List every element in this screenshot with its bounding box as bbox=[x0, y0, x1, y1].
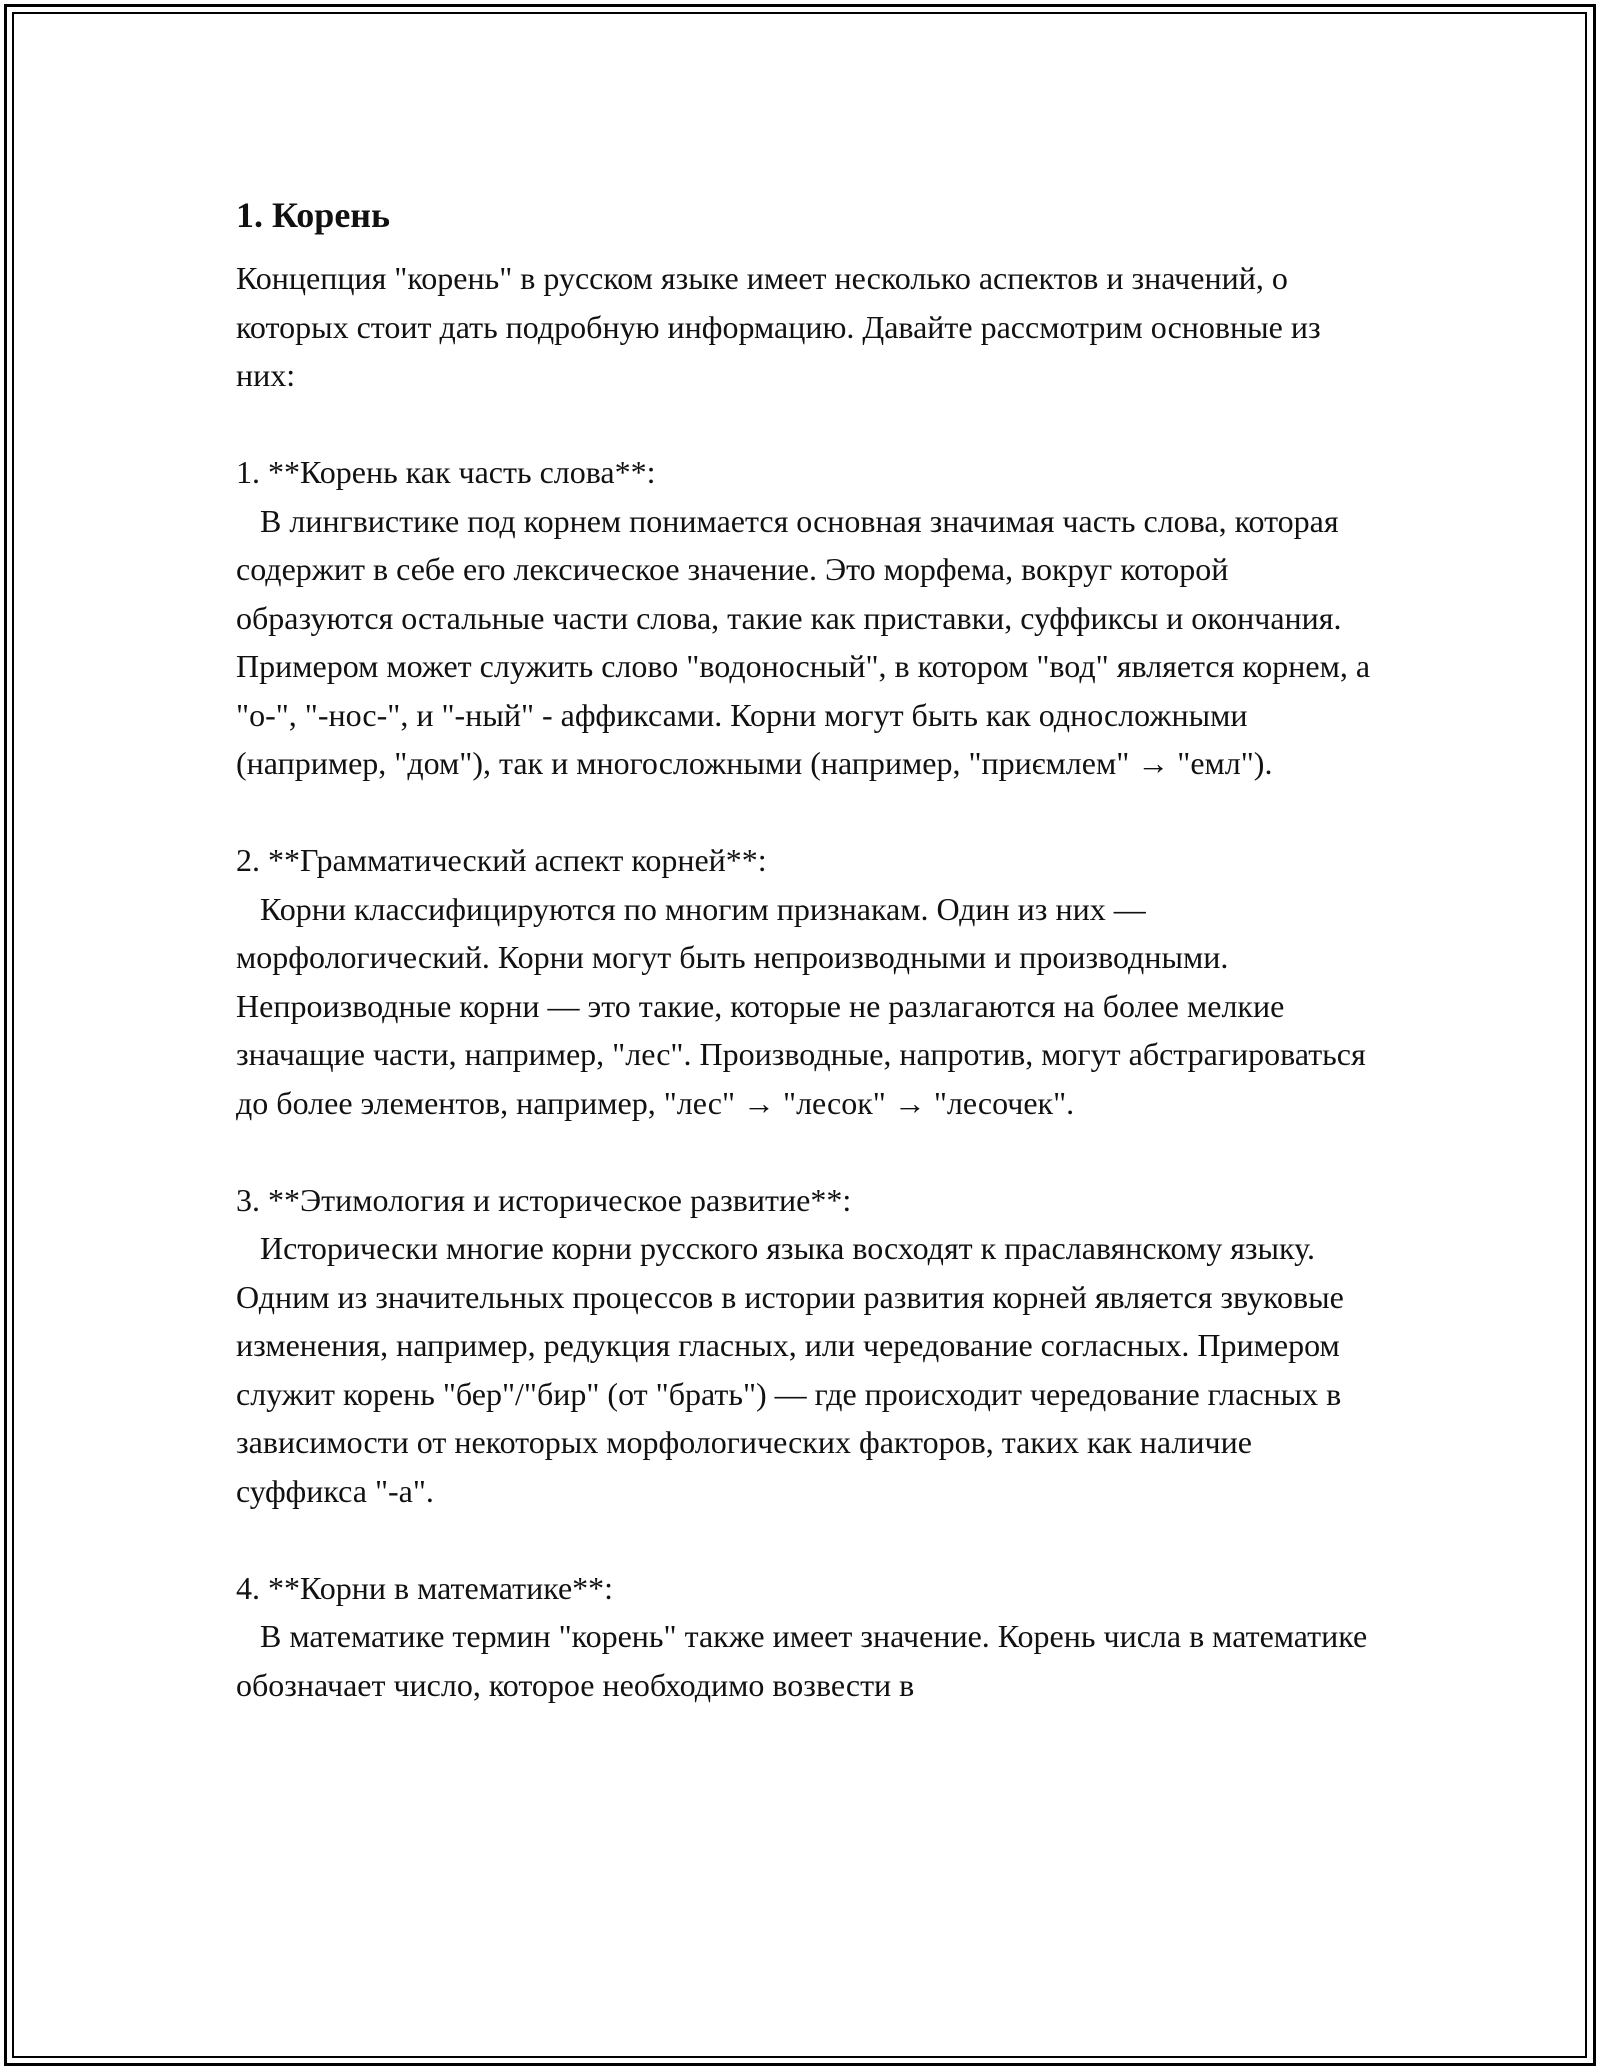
list-item-2-title: 2. **Грамматический аспект корней**: bbox=[236, 842, 767, 878]
list-item-3 bbox=[236, 1176, 1376, 1516]
list-item-3-body: Исторически многие корни русского языка восходят к праславянскому языку. Одним из значительных процессов в истории развития корней является звуковые изменения, например, редукция гласных, или чередование согласных. Примером служит корень "бер"/"бир" (от "брать") — где происходит чередование гласных в зависимости от некоторых морфологических факторов, таких как наличие суффикса "-а". bbox=[236, 1230, 1344, 1509]
list-item-1 bbox=[236, 448, 1376, 788]
list-item-3-title: 3. **Этимология и историческое развитие**: bbox=[236, 1181, 852, 1218]
intro-paragraph: Концепция "корень" в русском языке имеет несколько аспектов и значений, о которых стоит дать подробную информацию. Давайте рассмотрим основные из них: bbox=[236, 260, 1321, 393]
list-item-4-title: 4. **Корни в математике**: bbox=[236, 1569, 614, 1606]
list-item-1-title: 1. **Корень как часть слова**: bbox=[236, 454, 656, 490]
document-body bbox=[236, 180, 1376, 1709]
list-item-4 bbox=[236, 1564, 1376, 1710]
list-item-2 bbox=[236, 836, 1376, 1127]
list-item-2-body: Корни классифицируются по многим признакам. Один из них — морфологический. Корни могут быть непроизводными и производными. Непроизводные корни — это такие, которые не разлагаются на более мелкие значащие части, например, "лес". Производные, напротив, могут абстрагироваться до более элементов, например, "лес" → "лесок" → "лесочек". bbox=[236, 890, 1366, 1121]
section-heading: 1. Корень bbox=[236, 195, 391, 235]
list-item-4-body: В математике термин "корень" также имеет значение. Корень числа в математике обозначает число, которое необходимо возвести в bbox=[236, 1618, 1368, 1703]
list-item-1-body: В лингвистике под корнем понимается основная значимая часть слова, которая содержит в себе его лексическое значение. Это морфема, вокруг которой образуются остальные части слова, такие как приставки, суффиксы и окончания. Примером может служить слово "водоносный", в котором "вод" является корнем, а "о-", "-нос-", и "-ный" - аффиксами. Корни могут быть как односложными (например, "дом"), так и многосложными (например, "приємлем" → "емл"). bbox=[236, 502, 1371, 781]
